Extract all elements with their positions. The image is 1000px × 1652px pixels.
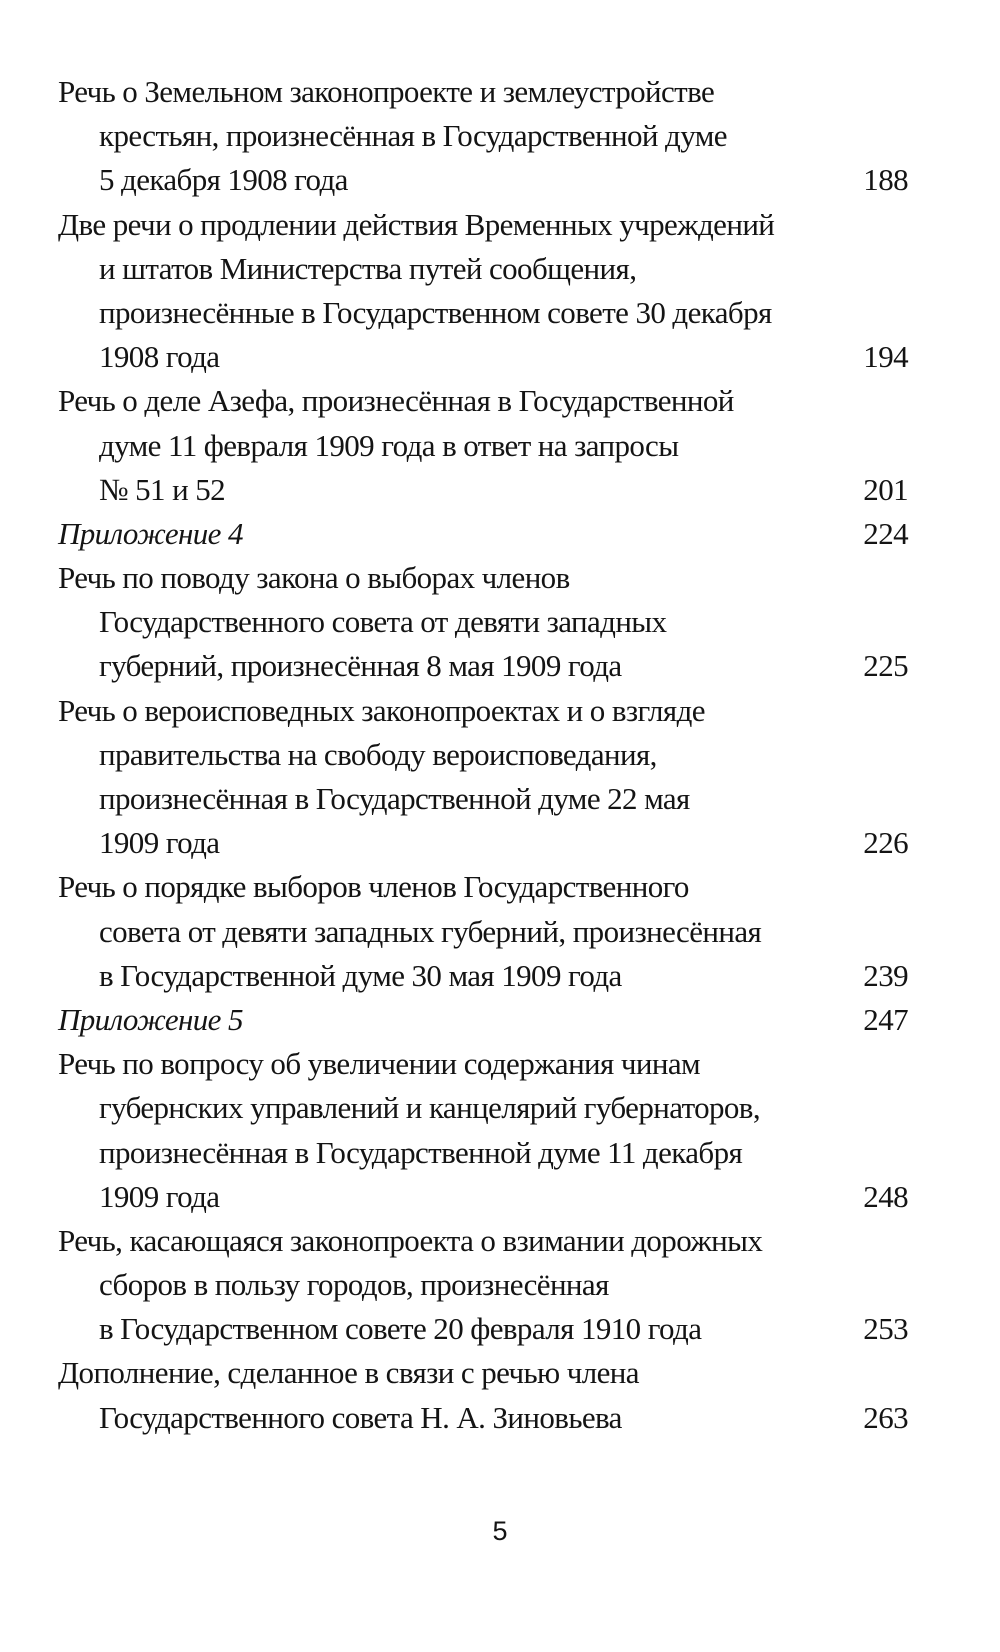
toc-entry-line: № 51 и 52 201 xyxy=(58,468,908,512)
toc-entry-line: Речь по вопросу об увеличении содержания чинам xyxy=(58,1046,701,1082)
toc-entry-line: 1908 года 194 xyxy=(58,335,908,379)
toc-entry-line: Речь о Земельном законопроекте и землеустройстве xyxy=(58,74,715,109)
page-number: 225 xyxy=(863,648,908,684)
toc-entry[interactable] xyxy=(58,203,908,380)
toc-entry-line: в Государственной думе 30 мая 1909 года 239 xyxy=(58,954,908,998)
toc-entry-line: 1909 года 226 xyxy=(58,821,908,865)
toc-entry-line: сборов в пользу городов, произнесённая xyxy=(99,1267,609,1303)
table-of-contents xyxy=(58,70,908,1440)
toc-entry-line: Приложение 5 247 xyxy=(58,998,908,1042)
page-number: 248 xyxy=(863,1178,908,1214)
toc-entry-line: и штатов Министерства путей сообщения, xyxy=(99,250,637,286)
toc-entry-line: Дополнение, сделанное в связи с речью члена xyxy=(58,1355,639,1391)
toc-entry-line: крестьян, произнесённая в Государственной думе xyxy=(99,118,727,154)
toc-entry-line: совета от девяти западных губерний, произнесённая xyxy=(99,913,762,949)
toc-entry-line: губернских управлений и канцелярий губернаторов, xyxy=(99,1090,760,1126)
toc-entry-line: губерний, произнесённая 8 мая 1909 года 225 xyxy=(58,644,908,688)
toc-entry-line: Речь по поводу закона о выборах членов xyxy=(58,560,570,596)
toc-entry[interactable] xyxy=(58,1042,908,1219)
toc-entry-line: произнесённые в Государственном совете 30 декабря xyxy=(99,294,772,330)
toc-entry[interactable] xyxy=(58,1219,908,1352)
toc-entry-line: 5 декабря 1908 года 188 xyxy=(58,158,908,202)
page-number: 247 xyxy=(863,1001,908,1037)
page-number: 224 xyxy=(863,515,908,551)
toc-entry-appendix[interactable] xyxy=(58,998,908,1042)
toc-entry[interactable] xyxy=(58,70,908,203)
toc-entry-line: 1909 года 248 xyxy=(58,1175,908,1219)
toc-entry-line: Речь о порядке выборов членов Государственного xyxy=(58,869,689,905)
toc-entry[interactable] xyxy=(58,556,908,689)
page-folio-number: 5 xyxy=(492,1516,508,1546)
page-number: 253 xyxy=(863,1311,908,1347)
toc-entry-line: Речь, касающаяся законопроекта о взимании дорожных xyxy=(58,1222,763,1258)
toc-entry-line: Речь о вероисповедных законопроектах и о взгляде xyxy=(58,692,705,728)
toc-entry-line: Государственного совета Н. А. Зиновьева 263 xyxy=(58,1396,908,1440)
toc-entry[interactable] xyxy=(58,379,908,512)
page-number: 201 xyxy=(863,471,908,507)
toc-entry-line: Государственного совета от девяти западных xyxy=(99,604,667,640)
page-number: 239 xyxy=(863,957,908,993)
page-number: 226 xyxy=(863,825,908,861)
toc-entry-line: думе 11 февраля 1909 года в ответ на запросы xyxy=(99,427,679,463)
toc-entry-line: Две речи о продлении действия Временных учреждений xyxy=(58,206,775,242)
toc-entry-line: Речь о деле Азефа, произнесённая в Государственной xyxy=(58,383,734,419)
toc-entry[interactable] xyxy=(58,689,908,866)
toc-entry-line: произнесённая в Государственной думе 22 мая xyxy=(99,781,690,816)
toc-entry-appendix[interactable] xyxy=(58,512,908,556)
page-number: 188 xyxy=(863,162,908,198)
toc-entry-line: правительства на свободу вероисповедания, xyxy=(99,736,657,772)
toc-entry-line: в Государственном совете 20 февраля 1910 года 253 xyxy=(58,1307,908,1351)
page-number: 194 xyxy=(863,339,908,375)
toc-entry[interactable] xyxy=(58,1351,908,1439)
page-number: 263 xyxy=(863,1399,908,1435)
toc-entry[interactable] xyxy=(58,865,908,998)
toc-entry-line: Приложение 4 224 xyxy=(58,512,908,556)
toc-entry-line: произнесённая в Государственной думе 11 декабря xyxy=(99,1134,743,1170)
